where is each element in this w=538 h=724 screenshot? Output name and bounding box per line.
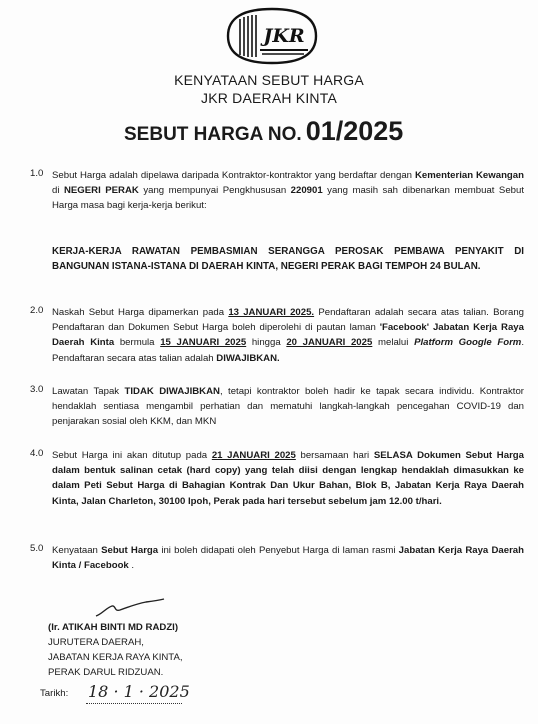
work-title: KERJA-KERJA RAWATAN PEMBASMIAN SERANGGA PEROSAK PEMBAWA PENYAKIT DI BANGUNAN ISTANA-ISTANA DI DAERAH KINTA, NEGERI PERAK BAGI TEMPOH 24 BULAN. — [52, 246, 524, 273]
signatory-dept: JABATAN KERJA RAYA KINTA, — [48, 652, 183, 663]
section-number: 2.0 — [30, 305, 44, 316]
logo-text: JKR — [263, 25, 305, 47]
signatory-name: (Ir. ATIKAH BINTI MD RADZI) — [48, 622, 179, 633]
section-3-text: Lawatan Tapak TIDAK DIWAJIBKAN, tetapi kontraktor boleh hadir ke tapak secara individu. Kontraktor hendaklah sentiasa mengambil perhatian dan mematuhi langkah-langkah pencegahan COVID-19 dan penjarakan sosial oleh KKM, dan MKN — [52, 386, 524, 428]
section-number: 5.0 — [30, 543, 44, 554]
quotation-value: 01/2025 — [305, 116, 404, 146]
date-value: 18 · 1 · 2025 — [88, 682, 190, 701]
signatory-title: JURUTERA DAERAH, — [48, 637, 144, 648]
section-number: 1.0 — [30, 168, 44, 179]
quotation-label: SEBUT HARGA NO. — [124, 124, 302, 145]
date-label: Tarikh: — [40, 688, 69, 699]
section-2-text: Naskah Sebut Harga dipamerkan pada 13 JANUARI 2025. Pendaftaran adalah secara atas talian. Borang Pendaftaran dan Dokumen Sebut Harga boleh diperolehi di pautan laman 'Facebook' Jabatan Kerja Raya Daerah Kinta bermula 15 JANUARI 2025 hingga 20 JANUARI 2025 melalui Platform Google Form. Pendaftaran secara atas talian adalah DIWAJIBKAN. — [52, 307, 525, 364]
section-4-text: Sebut Harga ini akan ditutup pada 21 JANUARI 2025 bersamaan hari SELASA Dokumen Sebut Harga dalam bentuk salinan cetak (hard copy) yang telah diisi dengan lengkap hendaklah dimasukkan ke dalam Peti Sebut Harga di Bahagian Kontrak Dan Ukur Bahan, Blok B, Jabatan Kerja Raya Daerah Kinta, Jalan Charleton, 30100 Ipoh, Perak pada hari tersebut sebelum jam 12.00 t/hari. — [52, 450, 524, 507]
section-number: 4.0 — [30, 448, 44, 459]
quotation-number — [124, 116, 403, 147]
section-1-text: Sebut Harga adalah dipelawa daripada Kontraktor-kontraktor yang berdaftar dengan Kementerian Kewangan di NEGERI PERAK yang mempunyai Pengkhususan 220901 yang masih sah dibenarkan membuat Sebut Harga masa bagi kerja-kerja berikut: — [52, 170, 525, 212]
notice-heading: KENYATAAN SEBUT HARGA — [174, 72, 364, 88]
section-number: 3.0 — [30, 384, 44, 395]
office-heading: JKR DAERAH KINTA — [201, 90, 337, 106]
section-5-text: Kenyataan Sebut Harga ini boleh didapati oleh Penyebut Harga di laman rasmi Jabatan Kerja Raya Daerah Kinta / Facebook . — [52, 545, 524, 572]
jkr-logo — [222, 6, 322, 66]
signatory-state: PERAK DARUL RIDZUAN. — [48, 667, 164, 678]
date-line — [86, 703, 182, 704]
